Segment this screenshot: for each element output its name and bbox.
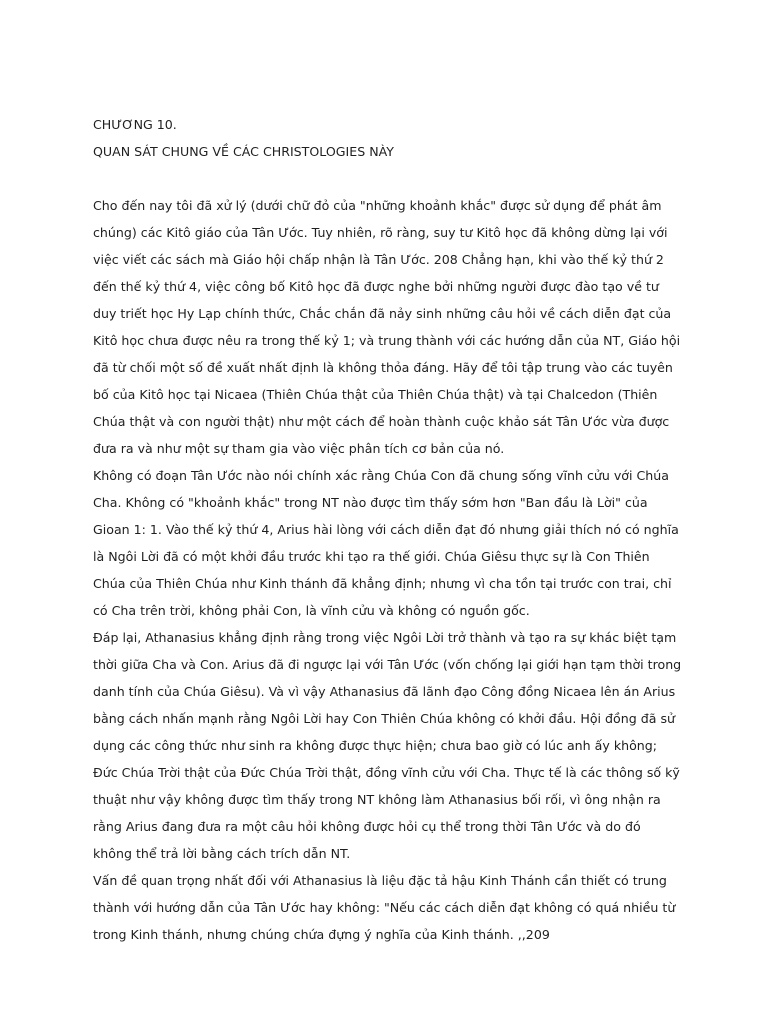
blank-line bbox=[93, 165, 683, 192]
paragraph-3: Đáp lại, Athanasius khẳng định rằng trong việc Ngôi Lời trở thành và tạo ra sự khác biệt tạm thời giữa Cha và Con. Arius đã đi ngược lại với Tân Ước (vốn chống lại giới hạn tạm thời trong danh tính của Chúa Giêsu). Và vì vậy Athanasius đã lãnh đạo Công đồng Nicaea lên án Arius bằng cách nhấn mạnh rằng Ngôi Lời hay Con Thiên Chúa không có khởi đầu. Hội đồng đã sử dụng các công thức như sinh ra không được thực hiện; chưa bao giờ có lúc anh ấy không; Đức Chúa Trời thật của Đức Chúa Trời thật, đồng vĩnh cửu với Cha. Thực tế là các thông số kỹ thuật như vậy không được tìm thấy trong NT không làm Athanasius bối rối, vì ông nhận ra rằng Arius đang đưa ra một câu hỏi không được hỏi cụ thể trong thời Tân Ước và do đó không thể trả lời bằng cách trích dẫn NT. bbox=[93, 630, 682, 861]
document-page bbox=[93, 111, 683, 948]
chapter-heading: CHƯƠNG 10. bbox=[93, 117, 177, 132]
paragraph-2: Không có đoạn Tân Ước nào nói chính xác rằng Chúa Con đã chung sống vĩnh cửu với Chúa Cha. Không có "khoảnh khắc" trong NT nào được tìm thấy sớm hơn "Ban đầu là Lời" của Gioan 1: 1. Vào thế kỷ thứ 4, Arius hài lòng với cách diễn đạt đó nhưng giải thích nó có nghĩa là Ngôi Lời đã có một khởi đầu trước khi tạo ra thế giới. Chúa Giêsu thực sự là Con Thiên Chúa của Thiên Chúa như Kinh thánh đã khẳng định; nhưng vì cha tồn tại trước con trai, chỉ có Cha trên trời, không phải Con, là vĩnh cửu và không có nguồn gốc. bbox=[93, 468, 679, 618]
chapter-title: QUAN SÁT CHUNG VỀ CÁC CHRISTOLOGIES NÀY bbox=[93, 144, 394, 159]
paragraph-4: Vấn đề quan trọng nhất đối với Athanasius là liệu đặc tả hậu Kinh Thánh cần thiết có trung thành với hướng dẫn của Tân Ước hay không: "Nếu các cách diễn đạt không có quá nhiều từ trong Kinh thánh, nhưng chúng chứa đựng ý nghĩa của Kinh thánh. ,,209 bbox=[93, 873, 676, 942]
paragraph-1: Cho đến nay tôi đã xử lý (dưới chữ đỏ của "những khoảnh khắc" được sử dụng để phát âm chúng) các Kitô giáo của Tân Ước. Tuy nhiên, rõ ràng, suy tư Kitô học đã không dừng lại với việc viết các sách mà Giáo hội chấp nhận là Tân Ước. 208 Chẳng hạn, khi vào thế kỷ thứ 2 đến thế kỷ thứ 4, việc công bố Kitô học đã được nghe bởi những người được đào tạo về tư duy triết học Hy Lạp chính thức, Chắc chắn đã nảy sinh những câu hỏi về cách diễn đạt của Kitô học chưa được nêu ra trong thế kỷ 1; và trung thành với các hướng dẫn của NT, Giáo hội đã từ chối một số đề xuất nhất định là không thỏa đáng. Hãy để tôi tập trung vào các tuyên bố của Kitô học tại Nicaea (Thiên Chúa thật của Thiên Chúa thật) và tại Chalcedon (Thiên Chúa thật và con người thật) như một cách để hoàn thành cuộc khảo sát Tân Ước vừa được đưa ra và như một sự tham gia vào việc phân tích cơ bản của nó. bbox=[93, 198, 681, 456]
